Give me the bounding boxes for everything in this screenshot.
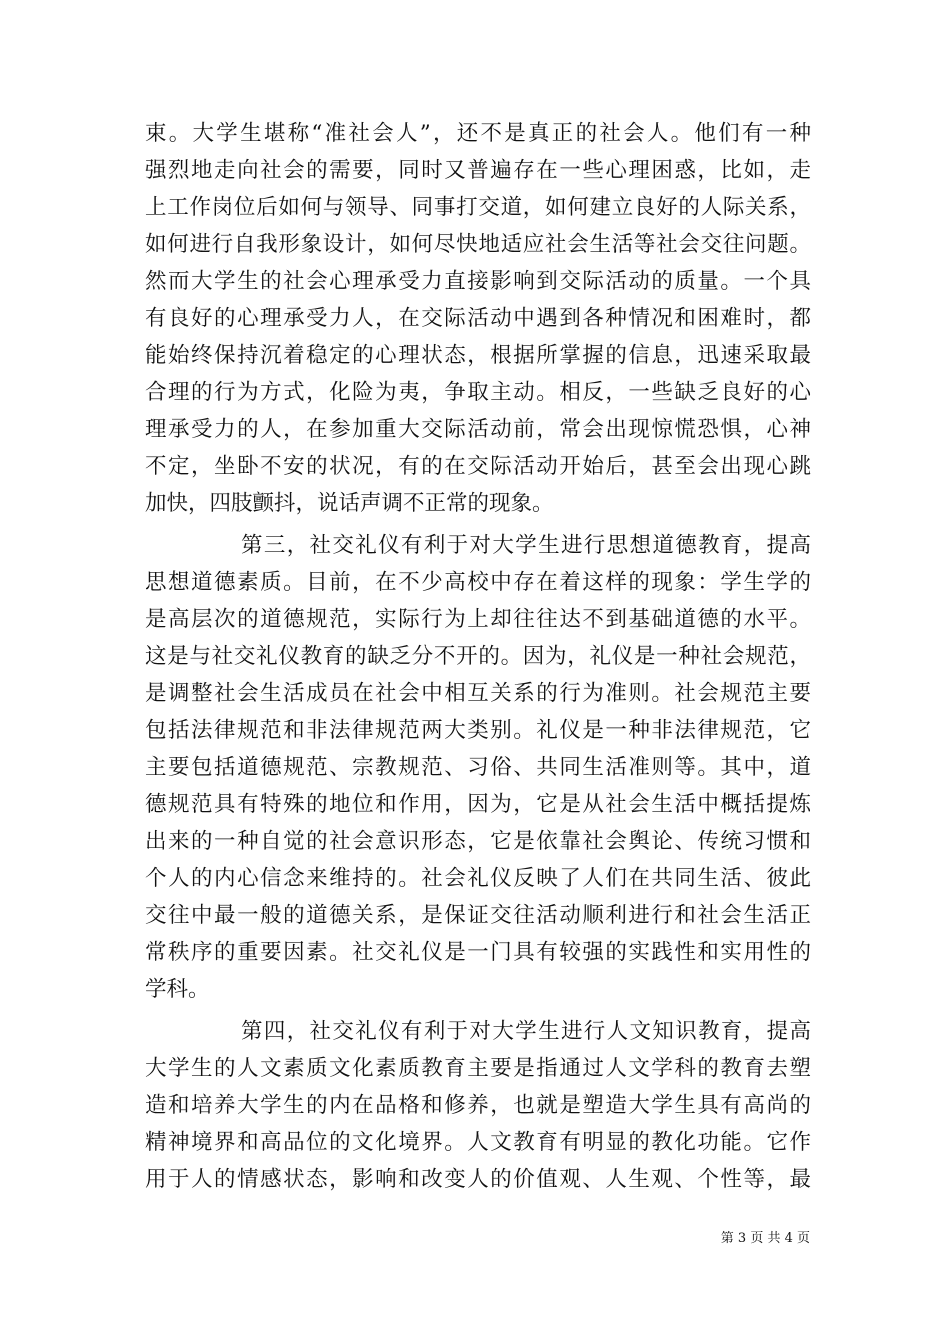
text-line: 第三，社交礼仪有利于对大学生进行思想道德教育，提高 bbox=[241, 533, 811, 558]
text-line: 交往中最一般的道德关系，是保证交往活动顺利进行和社会生活正 bbox=[145, 903, 811, 928]
text-line: 个人的内心信念来维持的。社会礼仪反映了人们在共同生活、彼此 bbox=[145, 866, 811, 891]
text-line: 思想道德素质。目前，在不少高校中存在着这样的现象：学生学的 bbox=[145, 570, 811, 595]
text-line: 上工作岗位后如何与领导、同事打交道，如何建立良好的人际关系， bbox=[145, 195, 811, 220]
text-line: 常秩序的重要因素。社交礼仪是一门具有较强的实践性和实用性的 bbox=[145, 940, 811, 965]
text-line: 造和培养大学生的内在品格和修养，也就是塑造大学生具有高尚的 bbox=[145, 1093, 811, 1118]
text-line: 大学生的人文素质文化素质教育主要是指通过人文学科的教育去塑 bbox=[145, 1056, 811, 1081]
text-line: 如何进行自我形象设计，如何尽快地适应社会生活等社会交往问题。 bbox=[145, 232, 811, 257]
text-line: 理承受力的人，在参加重大交际活动前，常会出现惊慌恐惧，心神 bbox=[145, 417, 811, 442]
paragraph bbox=[145, 115, 811, 522]
text-line: 包括法律规范和非法律规范两大类别。礼仪是一种非法律规范，它 bbox=[145, 718, 811, 743]
text-line: 学科。 bbox=[145, 977, 210, 1002]
text-line: 德规范具有特殊的地位和作用，因为，它是从社会生活中概括提炼 bbox=[145, 792, 811, 817]
text-line: 加快，四肢颤抖，说话声调不正常的现象。 bbox=[145, 491, 554, 516]
text-line: 合理的行为方式，化险为夷，争取主动。相反，一些缺乏良好的心 bbox=[145, 380, 811, 405]
text-line: 然而大学生的社会心理承受力直接影响到交际活动的质量。一个具 bbox=[145, 269, 811, 294]
document-body bbox=[145, 115, 811, 1198]
text-line: 第四，社交礼仪有利于对大学生进行人文知识教育，提高 bbox=[241, 1019, 811, 1044]
page-number-footer: 第 3 页 共 4 页 bbox=[720, 1231, 810, 1246]
text-line: 出来的一种自觉的社会意识形态，它是依靠社会舆论、传统习惯和 bbox=[145, 829, 811, 854]
text-line: 束。大学生堪称“准社会人”，还不是真正的社会人。他们有一种 bbox=[145, 121, 811, 146]
text-line: 能始终保持沉着稳定的心理状态，根据所掌握的信息，迅速采取最 bbox=[145, 343, 811, 368]
text-line: 强烈地走向社会的需要，同时又普遍存在一些心理困惑，比如，走 bbox=[145, 158, 811, 183]
text-line: 有良好的心理承受力人，在交际活动中遇到各种情况和困难时，都 bbox=[145, 306, 811, 331]
paragraph bbox=[145, 527, 811, 1008]
text-line: 精神境界和高品位的文化境界。人文教育有明显的教化功能。它作 bbox=[145, 1130, 811, 1155]
text-line: 主要包括道德规范、宗教规范、习俗、共同生活准则等。其中，道 bbox=[145, 755, 811, 780]
text-line: 不定，坐卧不安的状况，有的在交际活动开始后，甚至会出现心跳 bbox=[145, 454, 811, 479]
text-line: 这是与社交礼仪教育的缺乏分不开的。因为，礼仪是一种社会规范， bbox=[145, 644, 811, 669]
paragraph bbox=[145, 1013, 811, 1198]
text-line: 用于人的情感状态，影响和改变人的价值观、人生观、个性等，最 bbox=[145, 1167, 811, 1192]
text-line: 是调整社会生活成员在社会中相互关系的行为准则。社会规范主要 bbox=[145, 681, 811, 706]
text-line: 是高层次的道德规范，实际行为上却往往达不到基础道德的水平。 bbox=[145, 607, 811, 632]
